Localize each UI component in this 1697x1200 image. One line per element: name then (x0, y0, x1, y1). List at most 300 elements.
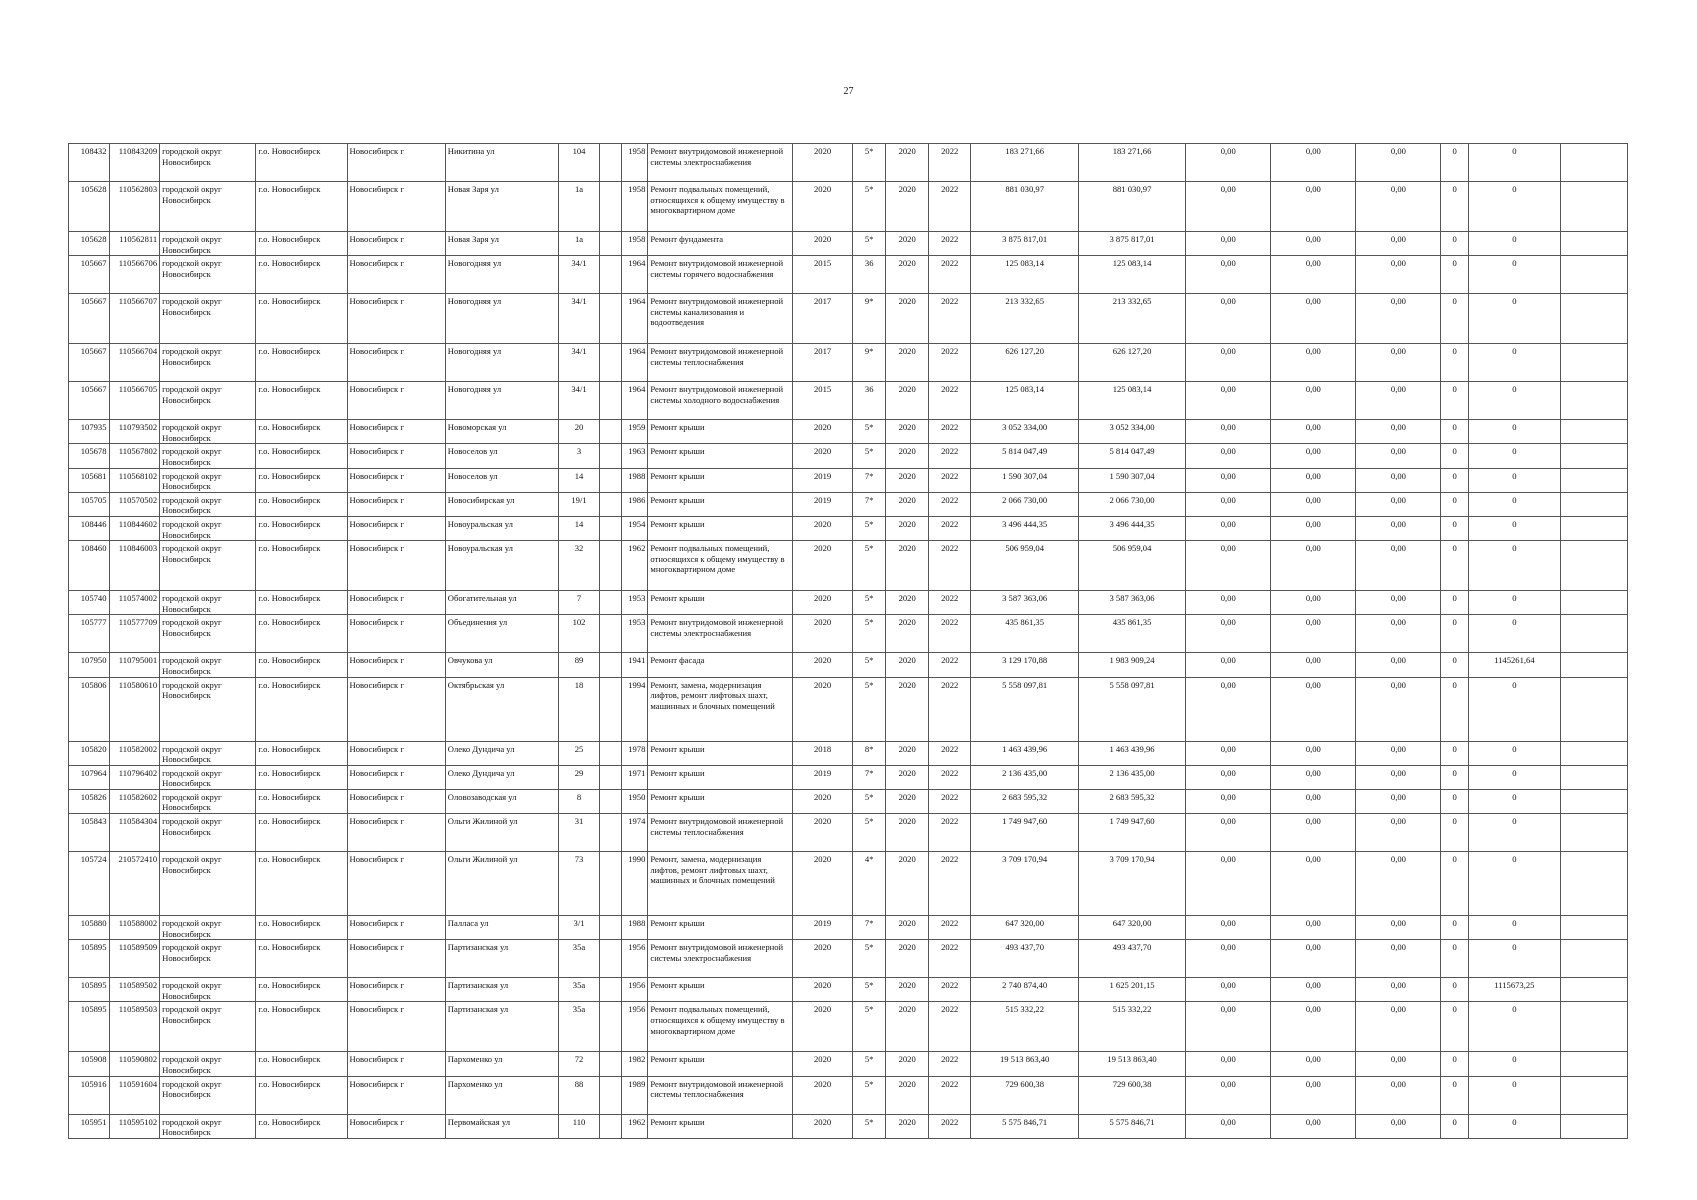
cell-owners-flag: 0 (1441, 653, 1468, 677)
cell-plan-start: 2020 (886, 294, 929, 344)
cell-notes (1560, 591, 1627, 615)
cell-plan-end: 2022 (928, 382, 971, 420)
cell-building (599, 182, 621, 232)
cell-work-id: 110570502 (109, 492, 160, 516)
cell-last-repair-year: 2019 (793, 492, 853, 516)
cell-settlement: Новосибирск г (347, 294, 445, 344)
cell-plan-start: 2020 (886, 852, 929, 916)
cell-object-id: 105681 (69, 468, 110, 492)
cell-year-built: 1941 (622, 653, 648, 677)
cell-house-number: 32 (559, 541, 600, 591)
cell-settlement: Новосибирск г (347, 256, 445, 294)
cell-next-period: 5* (852, 615, 885, 653)
cell-owners-funds: 0 (1468, 1002, 1560, 1052)
cell-notes (1560, 382, 1627, 420)
cell-plan-end: 2022 (928, 144, 971, 182)
cell-cost-federal: 0,00 (1186, 789, 1271, 813)
cell-total-cost: 3 875 817,01 (971, 232, 1078, 256)
cell-total-cost: 647 320,00 (971, 916, 1078, 940)
cell-work-id: 110566705 (109, 382, 160, 420)
cell-plan-end: 2022 (928, 653, 971, 677)
cell-owners-funds: 0 (1468, 182, 1560, 232)
cell-municipal-formation: г.о. Новосибирск (256, 232, 347, 256)
cell-owners-funds: 0 (1468, 677, 1560, 741)
cell-plan-start: 2020 (886, 916, 929, 940)
cell-total-cost: 125 083,14 (971, 256, 1078, 294)
cell-municipal-formation: г.о. Новосибирск (256, 256, 347, 294)
cell-work-type: Ремонт внутридомовой инженерной системы канализования и водоотведения (648, 294, 793, 344)
cell-object-id: 107935 (69, 420, 110, 444)
cell-year-built: 1982 (622, 1052, 648, 1076)
cell-plan-start: 2020 (886, 978, 929, 1002)
cell-cost-fund: 626 127,20 (1078, 344, 1185, 382)
cell-year-built: 1974 (622, 814, 648, 852)
cell-building (599, 468, 621, 492)
cell-building (599, 541, 621, 591)
cell-next-period: 5* (852, 591, 885, 615)
cell-municipal-formation: г.о. Новосибирск (256, 182, 347, 232)
cell-settlement: Новосибирск г (347, 591, 445, 615)
cell-object-id: 105916 (69, 1076, 110, 1114)
cell-plan-start: 2020 (886, 182, 929, 232)
cell-cost-federal: 0,00 (1186, 382, 1271, 420)
cell-municipality: городской округ Новосибирск (160, 516, 256, 540)
cell-cost-local: 0,00 (1356, 420, 1441, 444)
cell-year-built: 1988 (622, 916, 648, 940)
cell-building (599, 1114, 621, 1138)
cell-work-type: Ремонт подвальных помещений, относящихся к общему имуществу в многоквартирном доме (648, 1002, 793, 1052)
cell-municipal-formation: г.о. Новосибирск (256, 615, 347, 653)
cell-work-type: Ремонт фасада (648, 653, 793, 677)
cell-work-type: Ремонт крыши (648, 741, 793, 765)
cell-cost-fund: 1 625 201,15 (1078, 978, 1185, 1002)
cell-municipality: городской округ Новосибирск (160, 492, 256, 516)
cell-total-cost: 2 683 595,32 (971, 789, 1078, 813)
cell-work-id: 110588002 (109, 916, 160, 940)
cell-house-number: 1а (559, 232, 600, 256)
cell-year-built: 1956 (622, 940, 648, 978)
cell-notes (1560, 677, 1627, 741)
cell-building (599, 653, 621, 677)
cell-municipal-formation: г.о. Новосибирск (256, 294, 347, 344)
cell-last-repair-year: 2020 (793, 615, 853, 653)
cell-house-number: 34/1 (559, 382, 600, 420)
cell-building (599, 591, 621, 615)
cell-plan-start: 2020 (886, 789, 929, 813)
cell-cost-local: 0,00 (1356, 492, 1441, 516)
cell-street: Обогатительная ул (445, 591, 558, 615)
cell-plan-end: 2022 (928, 591, 971, 615)
cell-total-cost: 1 749 947,60 (971, 814, 1078, 852)
cell-settlement: Новосибирск г (347, 541, 445, 591)
cell-cost-regional: 0,00 (1271, 765, 1356, 789)
cell-street: Новосибирская ул (445, 492, 558, 516)
cell-total-cost: 435 861,35 (971, 615, 1078, 653)
cell-cost-fund: 125 083,14 (1078, 382, 1185, 420)
cell-house-number: 14 (559, 516, 600, 540)
cell-cost-fund: 1 983 909,24 (1078, 653, 1185, 677)
cell-year-built: 1953 (622, 615, 648, 653)
cell-notes (1560, 541, 1627, 591)
cell-next-period: 5* (852, 940, 885, 978)
cell-notes (1560, 1052, 1627, 1076)
cell-year-built: 1990 (622, 852, 648, 916)
cell-owners-flag: 0 (1441, 382, 1468, 420)
cell-house-number: 89 (559, 653, 600, 677)
table-row (69, 765, 1628, 789)
cell-next-period: 5* (852, 144, 885, 182)
cell-work-id: 110844602 (109, 516, 160, 540)
cell-municipality: городской округ Новосибирск (160, 344, 256, 382)
cell-next-period: 5* (852, 516, 885, 540)
table-row (69, 741, 1628, 765)
cell-total-cost: 125 083,14 (971, 382, 1078, 420)
cell-plan-end: 2022 (928, 916, 971, 940)
cell-last-repair-year: 2017 (793, 344, 853, 382)
cell-municipal-formation: г.о. Новосибирск (256, 741, 347, 765)
cell-cost-federal: 0,00 (1186, 468, 1271, 492)
cell-total-cost: 1 463 439,96 (971, 741, 1078, 765)
cell-last-repair-year: 2020 (793, 978, 853, 1002)
cell-cost-local: 0,00 (1356, 232, 1441, 256)
cell-work-type: Ремонт крыши (648, 420, 793, 444)
cell-municipality: городской округ Новосибирск (160, 1052, 256, 1076)
cell-cost-regional: 0,00 (1271, 653, 1356, 677)
cell-plan-end: 2022 (928, 615, 971, 653)
table-row (69, 789, 1628, 813)
cell-street: Новоуральская ул (445, 541, 558, 591)
cell-cost-federal: 0,00 (1186, 541, 1271, 591)
cell-cost-fund: 5 558 097,81 (1078, 677, 1185, 741)
cell-municipal-formation: г.о. Новосибирск (256, 677, 347, 741)
cell-house-number: 104 (559, 144, 600, 182)
cell-plan-end: 2022 (928, 232, 971, 256)
cell-plan-end: 2022 (928, 1002, 971, 1052)
cell-work-id: 110846003 (109, 541, 160, 591)
cell-municipality: городской округ Новосибирск (160, 615, 256, 653)
cell-municipality: городской округ Новосибирск (160, 444, 256, 468)
cell-plan-end: 2022 (928, 789, 971, 813)
cell-work-id: 110568102 (109, 468, 160, 492)
cell-settlement: Новосибирск г (347, 814, 445, 852)
cell-cost-local: 0,00 (1356, 789, 1441, 813)
cell-last-repair-year: 2020 (793, 940, 853, 978)
cell-work-id: 110795001 (109, 653, 160, 677)
cell-owners-funds: 0 (1468, 144, 1560, 182)
cell-cost-regional: 0,00 (1271, 256, 1356, 294)
cell-settlement: Новосибирск г (347, 653, 445, 677)
cell-settlement: Новосибирск г (347, 741, 445, 765)
cell-cost-federal: 0,00 (1186, 232, 1271, 256)
table-row (69, 492, 1628, 516)
cell-house-number: 19/1 (559, 492, 600, 516)
cell-object-id: 105724 (69, 852, 110, 916)
cell-plan-end: 2022 (928, 677, 971, 741)
cell-municipal-formation: г.о. Новосибирск (256, 382, 347, 420)
cell-settlement: Новосибирск г (347, 615, 445, 653)
cell-building (599, 516, 621, 540)
cell-work-type: Ремонт крыши (648, 916, 793, 940)
cell-municipal-formation: г.о. Новосибирск (256, 916, 347, 940)
cell-next-period: 7* (852, 468, 885, 492)
cell-total-cost: 493 437,70 (971, 940, 1078, 978)
cell-year-built: 1988 (622, 468, 648, 492)
cell-cost-local: 0,00 (1356, 182, 1441, 232)
cell-total-cost: 729 600,38 (971, 1076, 1078, 1114)
cell-cost-fund: 729 600,38 (1078, 1076, 1185, 1114)
cell-work-type: Ремонт внутридомовой инженерной системы электроснабжения (648, 615, 793, 653)
cell-work-type: Ремонт подвальных помещений, относящихся к общему имуществу в многоквартирном доме (648, 182, 793, 232)
cell-total-cost: 3 129 170,88 (971, 653, 1078, 677)
cell-municipality: городской округ Новосибирск (160, 789, 256, 813)
cell-plan-end: 2022 (928, 1114, 971, 1138)
cell-building (599, 765, 621, 789)
cell-plan-end: 2022 (928, 516, 971, 540)
cell-work-type: Ремонт внутридомовой инженерной системы холодного водоснабжения (648, 382, 793, 420)
table-row (69, 916, 1628, 940)
cell-municipality: городской округ Новосибирск (160, 420, 256, 444)
cell-work-id: 110843209 (109, 144, 160, 182)
cell-house-number: 18 (559, 677, 600, 741)
cell-work-id: 110566704 (109, 344, 160, 382)
cell-work-type: Ремонт крыши (648, 1052, 793, 1076)
cell-plan-end: 2022 (928, 978, 971, 1002)
cell-last-repair-year: 2015 (793, 382, 853, 420)
cell-plan-end: 2022 (928, 420, 971, 444)
cell-owners-funds: 0 (1468, 256, 1560, 294)
cell-owners-flag: 0 (1441, 1076, 1468, 1114)
cell-cost-fund: 3 052 334,00 (1078, 420, 1185, 444)
cell-municipality: городской округ Новосибирск (160, 852, 256, 916)
cell-notes (1560, 344, 1627, 382)
table-row (69, 144, 1628, 182)
cell-cost-federal: 0,00 (1186, 765, 1271, 789)
cell-cost-fund: 183 271,66 (1078, 144, 1185, 182)
cell-house-number: 3 (559, 444, 600, 468)
table-row (69, 382, 1628, 420)
cell-cost-regional: 0,00 (1271, 1076, 1356, 1114)
cell-building (599, 789, 621, 813)
cell-building (599, 814, 621, 852)
cell-work-type: Ремонт внутридомовой инженерной системы электроснабжения (648, 144, 793, 182)
cell-cost-federal: 0,00 (1186, 940, 1271, 978)
cell-work-type: Ремонт крыши (648, 1114, 793, 1138)
cell-house-number: 8 (559, 789, 600, 813)
cell-next-period: 36 (852, 256, 885, 294)
cell-plan-start: 2020 (886, 232, 929, 256)
cell-cost-local: 0,00 (1356, 344, 1441, 382)
cell-settlement: Новосибирск г (347, 144, 445, 182)
cell-last-repair-year: 2020 (793, 1052, 853, 1076)
cell-plan-start: 2020 (886, 653, 929, 677)
table-row (69, 940, 1628, 978)
cell-owners-flag: 0 (1441, 940, 1468, 978)
cell-total-cost: 2 136 435,00 (971, 765, 1078, 789)
cell-owners-flag: 0 (1441, 294, 1468, 344)
cell-cost-federal: 0,00 (1186, 144, 1271, 182)
cell-object-id: 105908 (69, 1052, 110, 1076)
cell-plan-end: 2022 (928, 852, 971, 916)
cell-cost-federal: 0,00 (1186, 492, 1271, 516)
cell-work-type: Ремонт, замена, модернизация лифтов, ремонт лифтовых шахт, машинных и блочных помещений (648, 852, 793, 916)
cell-object-id: 105667 (69, 256, 110, 294)
cell-owners-flag: 0 (1441, 492, 1468, 516)
cell-cost-regional: 0,00 (1271, 444, 1356, 468)
cell-cost-fund: 493 437,70 (1078, 940, 1185, 978)
cell-year-built: 1950 (622, 789, 648, 813)
cell-work-type: Ремонт подвальных помещений, относящихся к общему имуществу в многоквартирном доме (648, 541, 793, 591)
cell-notes (1560, 653, 1627, 677)
cell-owners-funds: 0 (1468, 789, 1560, 813)
cell-municipality: городской округ Новосибирск (160, 677, 256, 741)
cell-cost-fund: 3 496 444,35 (1078, 516, 1185, 540)
cell-owners-funds: 0 (1468, 916, 1560, 940)
cell-work-type: Ремонт крыши (648, 468, 793, 492)
cell-plan-end: 2022 (928, 256, 971, 294)
cell-municipality: городской округ Новосибирск (160, 294, 256, 344)
cell-work-id: 110584304 (109, 814, 160, 852)
cell-cost-regional: 0,00 (1271, 468, 1356, 492)
cell-owners-flag: 0 (1441, 789, 1468, 813)
cell-cost-regional: 0,00 (1271, 1114, 1356, 1138)
cell-cost-regional: 0,00 (1271, 615, 1356, 653)
cell-plan-start: 2020 (886, 1076, 929, 1114)
cell-work-type: Ремонт, замена, модернизация лифтов, ремонт лифтовых шахт, машинных и блочных помещений (648, 677, 793, 741)
cell-cost-federal: 0,00 (1186, 1052, 1271, 1076)
cell-last-repair-year: 2018 (793, 741, 853, 765)
cell-total-cost: 3 587 363,06 (971, 591, 1078, 615)
cell-work-type: Ремонт внутридомовой инженерной системы теплоснабжения (648, 344, 793, 382)
cell-cost-regional: 0,00 (1271, 344, 1356, 382)
cell-street: Новогодняя ул (445, 382, 558, 420)
cell-plan-start: 2020 (886, 344, 929, 382)
cell-building (599, 256, 621, 294)
cell-last-repair-year: 2020 (793, 182, 853, 232)
cell-next-period: 5* (852, 789, 885, 813)
cell-next-period: 5* (852, 653, 885, 677)
cell-year-built: 1971 (622, 765, 648, 789)
cell-municipality: городской округ Новосибирск (160, 1002, 256, 1052)
cell-municipal-formation: г.о. Новосибирск (256, 444, 347, 468)
cell-object-id: 105777 (69, 615, 110, 653)
cell-plan-end: 2022 (928, 940, 971, 978)
cell-notes (1560, 615, 1627, 653)
cell-plan-end: 2022 (928, 741, 971, 765)
cell-notes (1560, 1114, 1627, 1138)
cell-plan-start: 2020 (886, 741, 929, 765)
cell-object-id: 105628 (69, 182, 110, 232)
cell-municipal-formation: г.о. Новосибирск (256, 852, 347, 916)
cell-cost-regional: 0,00 (1271, 677, 1356, 741)
cell-cost-regional: 0,00 (1271, 144, 1356, 182)
table-row (69, 615, 1628, 653)
cell-municipality: городской округ Новосибирск (160, 653, 256, 677)
cell-notes (1560, 232, 1627, 256)
cell-cost-local: 0,00 (1356, 591, 1441, 615)
repair-program-table (68, 143, 1628, 1139)
cell-house-number: 31 (559, 814, 600, 852)
table-row (69, 591, 1628, 615)
cell-last-repair-year: 2020 (793, 1076, 853, 1114)
cell-municipal-formation: г.о. Новосибирск (256, 344, 347, 382)
cell-owners-funds: 0 (1468, 444, 1560, 468)
cell-municipal-formation: г.о. Новосибирск (256, 789, 347, 813)
cell-settlement: Новосибирск г (347, 382, 445, 420)
cell-owners-flag: 0 (1441, 256, 1468, 294)
cell-municipal-formation: г.о. Новосибирск (256, 541, 347, 591)
cell-settlement: Новосибирск г (347, 1002, 445, 1052)
cell-cost-fund: 213 332,65 (1078, 294, 1185, 344)
cell-cost-federal: 0,00 (1186, 182, 1271, 232)
cell-municipal-formation: г.о. Новосибирск (256, 1052, 347, 1076)
cell-notes (1560, 182, 1627, 232)
cell-work-id: 110582602 (109, 789, 160, 813)
cell-work-id: 110793502 (109, 420, 160, 444)
cell-work-id: 110591604 (109, 1076, 160, 1114)
cell-owners-funds: 0 (1468, 516, 1560, 540)
cell-building (599, 1002, 621, 1052)
cell-street: Ольги Жилиной ул (445, 814, 558, 852)
cell-work-type: Ремонт крыши (648, 444, 793, 468)
cell-house-number: 34/1 (559, 344, 600, 382)
cell-plan-start: 2020 (886, 615, 929, 653)
cell-object-id: 105678 (69, 444, 110, 468)
cell-cost-regional: 0,00 (1271, 940, 1356, 978)
cell-total-cost: 19 513 863,40 (971, 1052, 1078, 1076)
cell-owners-funds: 0 (1468, 382, 1560, 420)
cell-last-repair-year: 2020 (793, 144, 853, 182)
cell-object-id: 105667 (69, 382, 110, 420)
cell-cost-local: 0,00 (1356, 814, 1441, 852)
cell-house-number: 72 (559, 1052, 600, 1076)
cell-last-repair-year: 2017 (793, 294, 853, 344)
cell-building (599, 492, 621, 516)
cell-owners-flag: 0 (1441, 232, 1468, 256)
cell-year-built: 1958 (622, 182, 648, 232)
cell-owners-flag: 0 (1441, 978, 1468, 1002)
cell-municipality: городской округ Новосибирск (160, 182, 256, 232)
cell-owners-funds: 0 (1468, 765, 1560, 789)
table-row (69, 344, 1628, 382)
cell-municipal-formation: г.о. Новосибирск (256, 144, 347, 182)
cell-year-built: 1953 (622, 591, 648, 615)
cell-owners-flag: 0 (1441, 1052, 1468, 1076)
cell-cost-regional: 0,00 (1271, 978, 1356, 1002)
cell-plan-end: 2022 (928, 294, 971, 344)
cell-house-number: 7 (559, 591, 600, 615)
cell-owners-flag: 0 (1441, 741, 1468, 765)
cell-notes (1560, 1076, 1627, 1114)
cell-owners-funds: 0 (1468, 1052, 1560, 1076)
cell-cost-local: 0,00 (1356, 677, 1441, 741)
cell-cost-local: 0,00 (1356, 516, 1441, 540)
cell-work-id: 110580610 (109, 677, 160, 741)
cell-settlement: Новосибирск г (347, 516, 445, 540)
cell-building (599, 978, 621, 1002)
cell-year-built: 1989 (622, 1076, 648, 1114)
cell-plan-end: 2022 (928, 182, 971, 232)
repair-program-table-sheet (68, 143, 1628, 1138)
cell-owners-funds: 0 (1468, 852, 1560, 916)
cell-work-id: 110574002 (109, 591, 160, 615)
cell-last-repair-year: 2020 (793, 814, 853, 852)
cell-cost-federal: 0,00 (1186, 344, 1271, 382)
cell-object-id: 105880 (69, 916, 110, 940)
cell-work-type: Ремонт внутридомовой инженерной системы теплоснабжения (648, 1076, 793, 1114)
cell-plan-start: 2020 (886, 516, 929, 540)
cell-cost-local: 0,00 (1356, 852, 1441, 916)
cell-work-type: Ремонт крыши (648, 789, 793, 813)
